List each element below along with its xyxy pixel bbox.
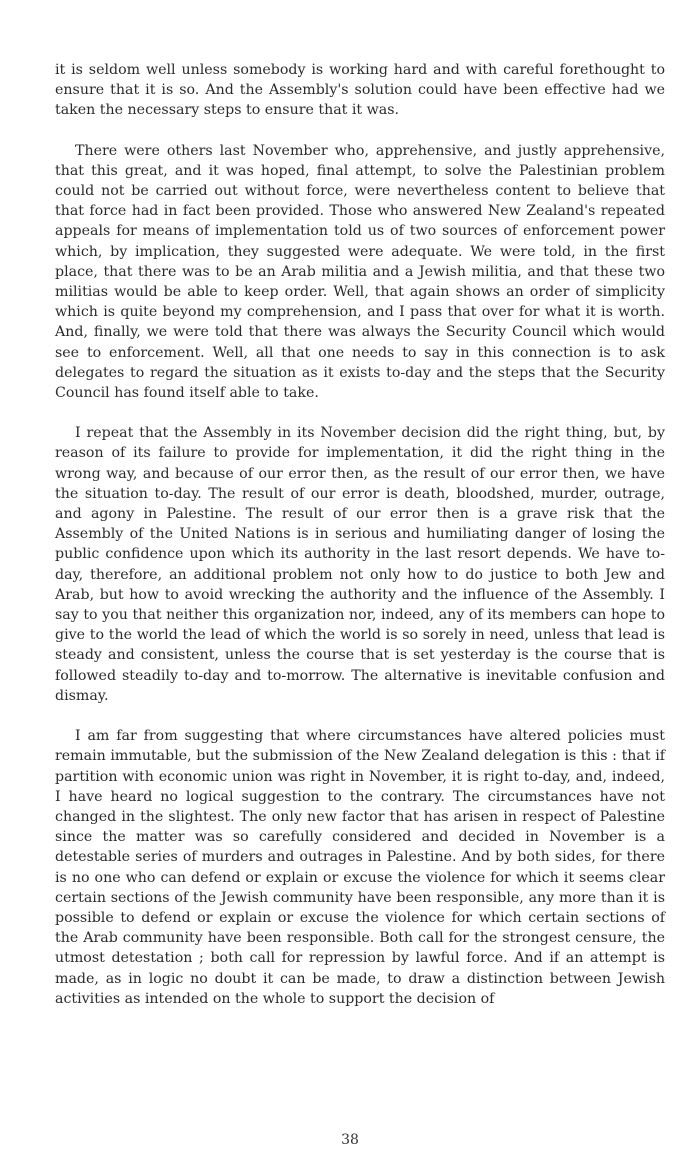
body-text (55, 60, 665, 1029)
paragraph-continued: it is seldom well unless somebody is working hard and with careful forethought to ensure that it is so. And the Assembly's solution could have been effective had we taken the necessary steps to ensure that it was. (55, 62, 665, 119)
paragraph-new-zealand-submission: I am far from suggesting that where circumstances have altered policies must remain immutable, but the submission of the New Zealand delegation is this : that if partition with economic union was right in November, it is right to-day, and, indeed, I have heard no logical suggestion to the contrary. The circumstances have not changed in the slightest. The only new factor that has arisen in respect of Palestine since the matter was so carefully considered and decided in November is a detestable series of murders and outrages in Palestine. And by both sides, for there is no one who can defend or explain or excuse the violence for which it seems clear certain sections of the Jewish community have been responsible, any more than it is possible to defend or explain or excuse the violence for which certain sections of the Arab community have been responsible. Both call for the strongest censure, the utmost detestation ; both call for repression by lawful force. And if an attempt is made, as in logic no doubt it can be made, to draw a distinction between Jewish activities as intended on the whole to support the decision of (55, 728, 665, 1007)
paragraph-assembly-decision: I repeat that the Assembly in its November decision did the right thing, but, by reason of its failure to provide for implementation, it did the right thing in the wrong way, and because of our error then, as the result of our error then, we have the situation to-day. The result of our error is death, bloodshed, murder, outrage, and agony in Palestine. The result of our error then is a grave risk that the Assembly of the United Nations is in serious and humiliating danger of losing the public confidence upon which its authority in the last resort depends. We have to-day, therefore, an additional problem not only how to do justice to both Jew and Arab, but how to avoid wrecking the authority and the influence of the Assembly. I say to you that neither this organization nor, indeed, any of its members can hope to give to the world the lead of which the world is so sorely in need, unless that lead is steady and consistent, unless the course that is set yesterday is the course that is followed steadily to-day and to-morrow. The alternative is inevitable confusion and dismay. (55, 425, 665, 704)
paragraph-enforcement: There were others last November who, apprehensive, and justly apprehensive, that this great, and it was hoped, final attempt, to solve the Palestinian problem could not be carried out without force, were nevertheless content to believe that that force had in fact been provided. Those who answered New Zealand's repeated appeals for means of implementation told us of two sources of enforcement power which, by implication, they suggested were adequate. We were told, in the first place, that there was to be an Arab militia and a Jewish militia, and that these two militias would be able to keep order. Well, that again shows an order of simplicity which is quite beyond my comprehension, and I pass that over for what it is worth. And, finally, we were told that there was always the Security Council which would see to enforcement. Well, all that one needs to say in this connection is to ask delegates to regard the situation as it exists to-day and the steps that the Security Council has found itself able to take. (55, 142, 665, 402)
page-number: 38 (341, 1132, 359, 1148)
